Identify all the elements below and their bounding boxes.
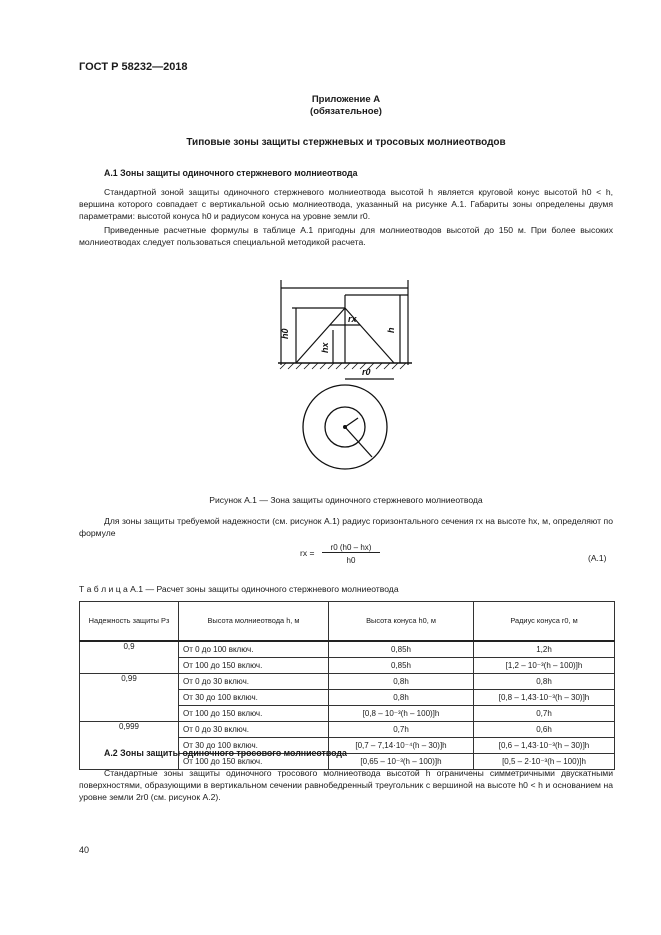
label-h0: h0: [280, 328, 290, 339]
height-cell: От 100 до 150 включ.: [179, 754, 329, 770]
cone-height-cell: 0,85h: [329, 641, 474, 658]
header-cone-height: Высота конуса h0, м: [329, 602, 474, 642]
table-caption: Т а б л и ц а А.1 — Расчет зоны защиты одиночного стержневого молниеотвода: [79, 584, 399, 594]
table-row: [80, 674, 615, 690]
table-row: [80, 722, 615, 738]
reliability-cell: 0,9: [80, 641, 179, 674]
section-a1-para1: [79, 186, 613, 223]
header-height: Высота молниеотвода h, м: [179, 602, 329, 642]
a2-para1-text: Стандартные зоны защиты одиночного тросового молниеотвода высотой h ограничены симметричными двускатными поверхностями, образующими в вертикальном сечении равнобедренный треугольник с вершиной на высоте h0 < h и основанием на уровне земли 2r0 (см. рисунок А.2).: [79, 768, 613, 803]
table-row: [80, 641, 615, 658]
height-cell: От 100 до 150 включ.: [179, 706, 329, 722]
label-h: h: [386, 327, 396, 333]
cone-radius-cell: 0,6h: [474, 722, 615, 738]
appendix-title: Приложение А: [311, 94, 381, 105]
cone-height-cell: 0,8h: [329, 690, 474, 706]
para2-text: Приведенные расчетные формулы в таблице А.1 пригодны для молниеотводов высотой до 150 м. При более высоких молниеотводах следует пользоваться специальной методикой расчета.: [79, 225, 613, 248]
section-a1-para2: [79, 224, 613, 248]
cone-radius-cell: [0,5 – 2·10⁻³(h – 100)]h: [474, 754, 615, 770]
cone-height-cell: 0,8h: [329, 674, 474, 690]
height-cell: От 0 до 30 включ.: [179, 722, 329, 738]
para1-text: Стандартной зоной защиты одиночного стержневого молниеотвода высотой h является круговой конус высотой h0 < h, вершина которого совпадает с вертикальной осью молниеотвода, указанный на рисунке А.1. Габариты зоны определены двумя параметрами: высотой конуса h0 и радиусом конуса на уровне земли r0.: [79, 187, 613, 222]
reliability-cell: 0,99: [80, 674, 179, 722]
cone-height-cell: [0,7 – 7,14·10⁻⁴(h – 30)]h: [329, 738, 474, 754]
height-cell: От 0 до 30 включ.: [179, 674, 329, 690]
main-title: Типовые зоны защиты стержневых и тросовых молниеотводов: [186, 137, 506, 148]
section-a2-para1: [79, 767, 613, 804]
height-cell: От 0 до 100 включ.: [179, 641, 329, 658]
formula-lhs: rx =: [300, 548, 315, 558]
label-rx: rx: [348, 314, 357, 324]
standard-header: ГОСТ Р 58232—2018: [79, 61, 188, 73]
formula-number: (А.1): [588, 553, 607, 563]
cone-radius-cell: [0,6 – 1,43·10⁻³(h – 30)]h: [474, 738, 615, 754]
cone-radius-cell: [1,2 – 10⁻³(h – 100)]h: [474, 658, 615, 674]
cone-radius-cell: 0,7h: [474, 706, 615, 722]
appendix-note: (обязательное): [310, 106, 382, 117]
cone-height-cell: [0,8 – 10⁻³(h – 100)]h: [329, 706, 474, 722]
cone-radius-cell: [0,8 – 1,43·10⁻³(h – 30)]h: [474, 690, 615, 706]
height-cell: От 30 до 100 включ.: [179, 738, 329, 754]
height-cell: От 100 до 150 включ.: [179, 658, 329, 674]
figure-caption: Рисунок А.1 — Зона защиты одиночного стержневого молниеотвода: [209, 495, 483, 505]
label-r0: r0: [362, 367, 371, 377]
cone-height-cell: 0,7h: [329, 722, 474, 738]
page-number: 40: [79, 845, 90, 855]
label-hx: hx: [320, 342, 330, 353]
cone-radius-cell: 1,2h: [474, 641, 615, 658]
section-a1-heading: А.1 Зоны защиты одиночного стержневого молниеотвода: [104, 168, 358, 178]
header-cone-radius: Радиус конуса r0, м: [474, 602, 615, 642]
header-reliability: Надежность защиты Рз: [80, 602, 179, 642]
formula-denominator: h0: [346, 556, 356, 565]
reliability-cell: 0,999: [80, 722, 179, 770]
protection-zone-table: [79, 601, 615, 770]
figure-lightning-cone: [270, 275, 420, 480]
cone-height-cell: [0,65 – 10⁻³(h – 100)]h: [329, 754, 474, 770]
height-cell: От 30 до 100 включ.: [179, 690, 329, 706]
formula-intro: [79, 515, 613, 539]
section-a2-heading: А.2 Зоны защиты одиночного тросового молниеотвода: [104, 748, 347, 758]
cone-radius-cell: 0,8h: [474, 674, 615, 690]
formula-intro-text: Для зоны защиты требуемой надежности (см. рисунок А.1) радиус горизонтального сечения rx на высоте hx, м, определяют по формуле: [79, 516, 613, 539]
formula-numerator: r0 (h0 – hx): [322, 543, 380, 553]
cone-height-cell: 0,85h: [329, 658, 474, 674]
mast-point: [343, 425, 347, 429]
